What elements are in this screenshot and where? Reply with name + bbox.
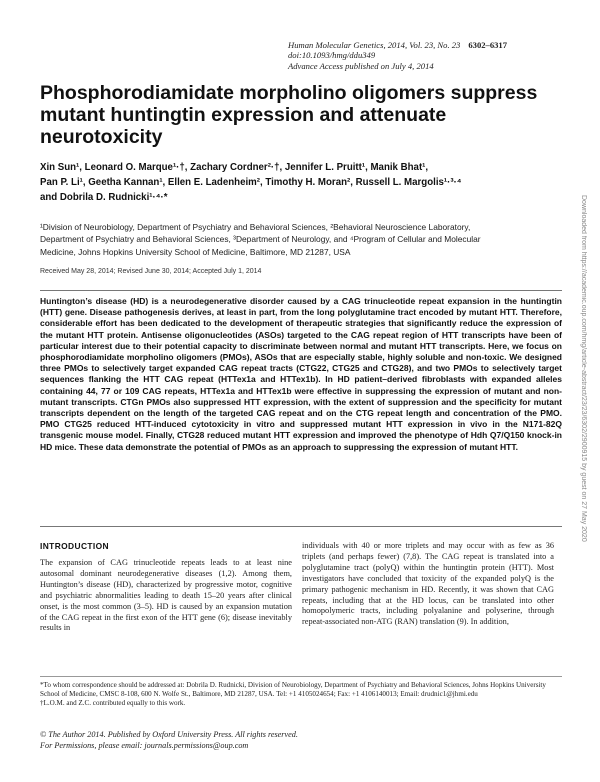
affiliations [40, 221, 565, 258]
copyright-block [40, 729, 562, 751]
received-dates: Received May 28, 2014; Revised June 30, 2014; Accepted July 1, 2014 [40, 268, 262, 275]
body-column-left [40, 558, 292, 634]
journal-line: Human Molecular Genetics, 2014, Vol. 23, No. 23 [288, 40, 461, 50]
section-heading: INTRODUCTION [40, 541, 110, 551]
page-range: 6302–6317 [468, 40, 508, 50]
doi[interactable]: doi:10.1093/hmg/ddu349 [288, 50, 376, 61]
authors-line: Pan P. Li¹, Geetha Kannan¹, Ellen E. Ladenheim², Timothy H. Moran², Russell L. Margolis¹·³·⁴ [40, 177, 462, 188]
article-title: Phosphorodiamidate morpholino oligomers suppress mutant huntingtin expression and attenuate neurotoxicity [40, 82, 538, 148]
authors-line: Xin Sun¹, Leonard O. Marque¹·†, Zachary Cordner²·†, Jennifer L. Pruitt¹, Manik Bhat¹, [40, 162, 429, 173]
download-watermark: Downloaded from https://academic.oup.com/hmg/article-abstract/23/23/6302/2900915 by guest on 27 May 2020 [580, 195, 587, 542]
permissions-line: For Permissions, please email: journals.permissions@oup.com [40, 741, 249, 750]
authors-line: and Dobrila D. Rudnicki¹·⁴·* [40, 192, 168, 203]
correspondence-note: *To whom correspondence should be addressed at: Dobrila D. Rudnicki, Division of Neurobiology, Department of Psychiatry and Behavioral Sciences, Johns Hopkins University School of Medicine, CMSC 8-108, 600 N. Wolfe St., Baltimore, MD 21287, USA. Tel: +1 4105024654; Fax: +1 4106140013; Email: drudnic1@jhmi.edu [40, 681, 546, 698]
journal-header [288, 40, 558, 71]
intro-paragraph: The expansion of CAG trinucleotide repeats leads to at least nine autosomal dominant neurodegenerative diseases (1,2). Among them, Huntington’s disease (HD), characterized by progressive motor, cognitive and psychiatric abnormalities leading to death 15–20 years after clinical onset, is the most common (3–5). HD is caused by an expansion mutation of the CAG repeat in the first exon of the HTT gene (6); disease inevitably results in [40, 558, 292, 633]
advance-access: Advance Access published on July 4, 2014 [288, 60, 434, 71]
abstract-bottom-rule [40, 526, 562, 527]
abstract: Huntington’s disease (HD) is a neurodegenerative disorder caused by a CAG trinucleotide repeat expansion in the huntingtin (HTT) gene. Disease pathogenesis derives, at least in part, from the long polyglutamine tract encoded by mutant HTT. Therefore, considerable effort has been dedicated to the development of therapeutic strategies that significantly reduce the expression of the mutant HTT protein. Antisense oligonucleotides (ASOs) targeted to the CAG repeat region of HTT transcripts have been of particular interest due to their potential capacity to discriminate between normal and mutant HTT transcripts. Here, we focus on phosphorodiamidate morpholino oligomers (PMOs), ASOs that are especially stable, highly soluble and non-toxic. We designed three PMOs to selectively target expanded CAG repeat tracts (CTG22, CTG25 and CTG28), and two PMOs to selectively target sequences flanking the HTT CAG repeat (HTTex1a and HTTex1b). In HD patient–derived fibroblasts with expanded alleles containing 44, 77 or 109 CAG repeats, HTTex1a and HTTex1b were effective in suppressing the expression of mutant and non-mutant transcripts. CTGn PMOs also suppressed HTT expression, with the extent of suppression and the specificity for mutant transcripts dependent on the length of the targeted CAG repeat and on the CTG repeat length and concentration of the PMO. PMO CTG25 reduced HTT-induced cytotoxicity in vitro and suppressed mutant HTT expression in vivo in the N171-82Q transgenic mouse model. Finally, CTG28 reduced mutant HTT expression and improved the phenotype of Hdh Q7/Q150 knock-in HD mice. These data demonstrate the potential of PMOs as an approach to suppressing the expression of mutant HTT. [40, 296, 562, 452]
intro-paragraph-continued: individuals with 40 or more triplets and may occur with as few as 36 triplets (and perhaps fewer) (7,8). The CAG repeat is translated into a polyglutamine tract (polyQ) within the huntingtin protein (HTT). Most investigators have concluded that toxicity of the expanded polyQ is the primary pathogenic mechanism in HD. Recently, it was shown that CAG repeats, including that at the HD locus, can be translated into other homopolymeric tracts, including polyalanine and polyserine, through repeat-associated non-ATG (RAN) translation (9). In addition, [302, 541, 554, 627]
affiliation-line: Medicine, Johns Hopkins University School of Medicine, Baltimore, MD 21287, USA [40, 246, 351, 257]
abstract-top-rule [40, 290, 562, 291]
author-list [40, 160, 560, 205]
footnote-rule [40, 676, 562, 677]
affiliation-line: ¹Division of Neurobiology, Department of Psychiatry and Behavioral Sciences, ²Behavioral Neuroscience Laboratory, [40, 222, 471, 232]
copyright-line: © The Author 2014. Published by Oxford University Press. All rights reserved. [40, 730, 298, 739]
affiliation-line: Department of Psychiatry and Behavioral Sciences, ³Department of Neurology, and ⁴Program of Cellular and Molecular [40, 234, 481, 245]
footnotes [40, 681, 562, 708]
equal-contribution-note: †L.O.M. and Z.C. contributed equally to this work. [40, 699, 186, 707]
body-column-right [302, 541, 554, 628]
